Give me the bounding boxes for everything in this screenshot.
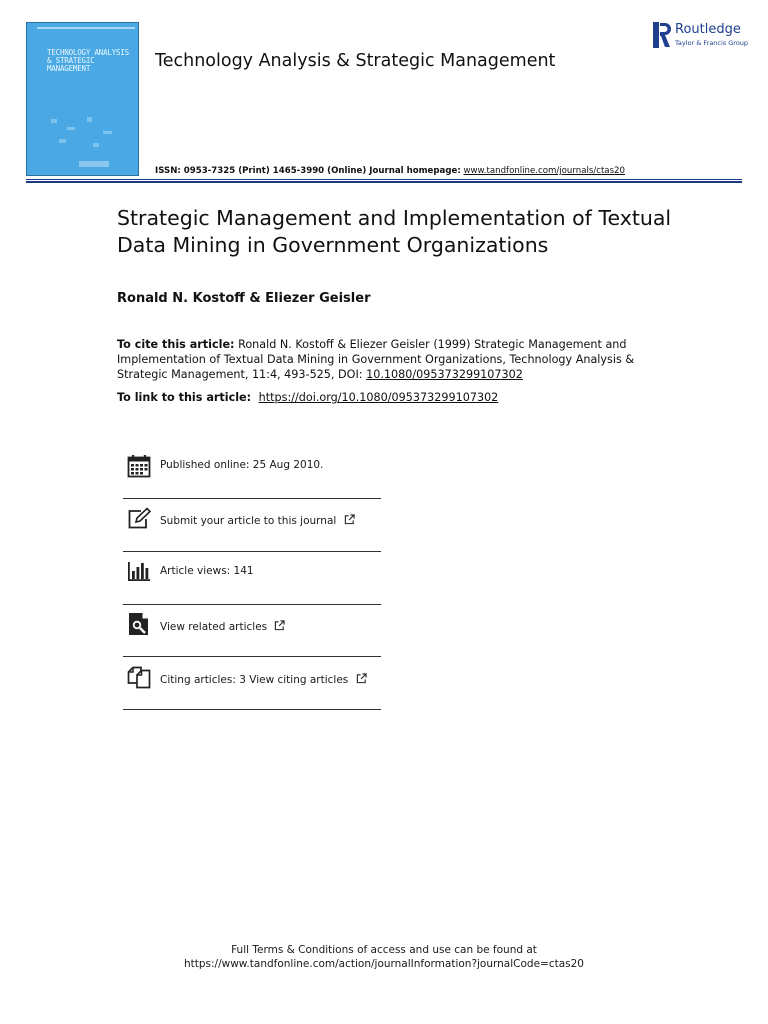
cover-pattern xyxy=(47,113,127,153)
publisher-logo xyxy=(653,22,753,50)
cover-publisher-mark xyxy=(79,161,109,167)
cover-title: TECHNOLOGY ANALYSIS & STRATEGIC MANAGEMENT xyxy=(47,48,129,73)
document-search-icon xyxy=(127,612,151,636)
issn-label: ISSN: 0953-7325 (Print) 1465-3990 (Online) Journal homepage: xyxy=(155,166,461,176)
journal-title[interactable]: Technology Analysis & Strategic Management xyxy=(155,51,556,71)
journal-homepage-link[interactable]: www.tandfonline.com/journals/ctas20 xyxy=(463,166,625,176)
article-title: Strategic Management and Implementation of Textual Data Mining in Government Organizations xyxy=(117,206,672,257)
citing-articles-link[interactable] xyxy=(160,673,367,686)
info-divider xyxy=(123,656,381,657)
submit-article-label: Submit your article to this journal xyxy=(160,515,337,527)
external-link-icon xyxy=(356,673,367,684)
edit-icon xyxy=(127,507,151,531)
footer-terms xyxy=(0,943,768,971)
publisher-subtitle: Taylor & Francis Group xyxy=(675,39,749,47)
article-views-row xyxy=(123,557,381,610)
issn-line xyxy=(155,166,625,176)
bar-chart-icon xyxy=(127,559,151,583)
footer-terms-link[interactable]: https://www.tandfonline.com/action/journalInformation?journalCode=ctas20 xyxy=(184,958,584,970)
info-divider xyxy=(123,498,381,499)
header-rule-thick xyxy=(26,181,742,183)
info-divider xyxy=(123,604,381,605)
article-views-text: Article views: 141 xyxy=(160,565,254,577)
external-link-icon xyxy=(274,620,285,631)
cover-strip xyxy=(37,27,135,29)
documents-copy-icon xyxy=(127,665,151,689)
calendar-icon xyxy=(127,454,151,478)
related-articles-label: View related articles xyxy=(160,621,268,633)
published-text: Published online: 25 Aug 2010. xyxy=(160,459,324,471)
external-link-icon xyxy=(344,514,355,525)
header-rule-thin xyxy=(26,179,742,180)
publisher-name: Routledge xyxy=(675,22,741,37)
link-label: To link to this article: xyxy=(117,391,252,404)
citing-articles-label: Citing articles: 3 View citing articles xyxy=(160,674,349,686)
routledge-r-icon xyxy=(653,22,671,48)
cite-text: Ronald N. Kostoff & Eliezer Geisler (1999) Strategic Management and Implementation of Textual Data Mining in Government Organizations, Technology Analysis & Strategic Management, 11:4, 493-525, DOI: xyxy=(117,338,635,381)
info-divider xyxy=(123,551,381,552)
cite-label: To cite this article: xyxy=(117,338,235,351)
citation-block xyxy=(117,337,647,382)
submit-article-link[interactable] xyxy=(160,514,355,527)
related-articles-link[interactable] xyxy=(160,620,285,633)
cite-doi-link[interactable]: 10.1080/095373299107302 xyxy=(366,368,523,381)
article-link-block xyxy=(117,391,498,404)
journal-cover-image xyxy=(26,22,139,176)
article-doi-link[interactable]: https://doi.org/10.1080/095373299107302 xyxy=(258,391,499,404)
footer-line-1: Full Terms & Conditions of access and use can be found at xyxy=(231,944,537,956)
info-divider xyxy=(123,709,381,710)
article-authors: Ronald N. Kostoff & Eliezer Geisler xyxy=(117,291,371,306)
